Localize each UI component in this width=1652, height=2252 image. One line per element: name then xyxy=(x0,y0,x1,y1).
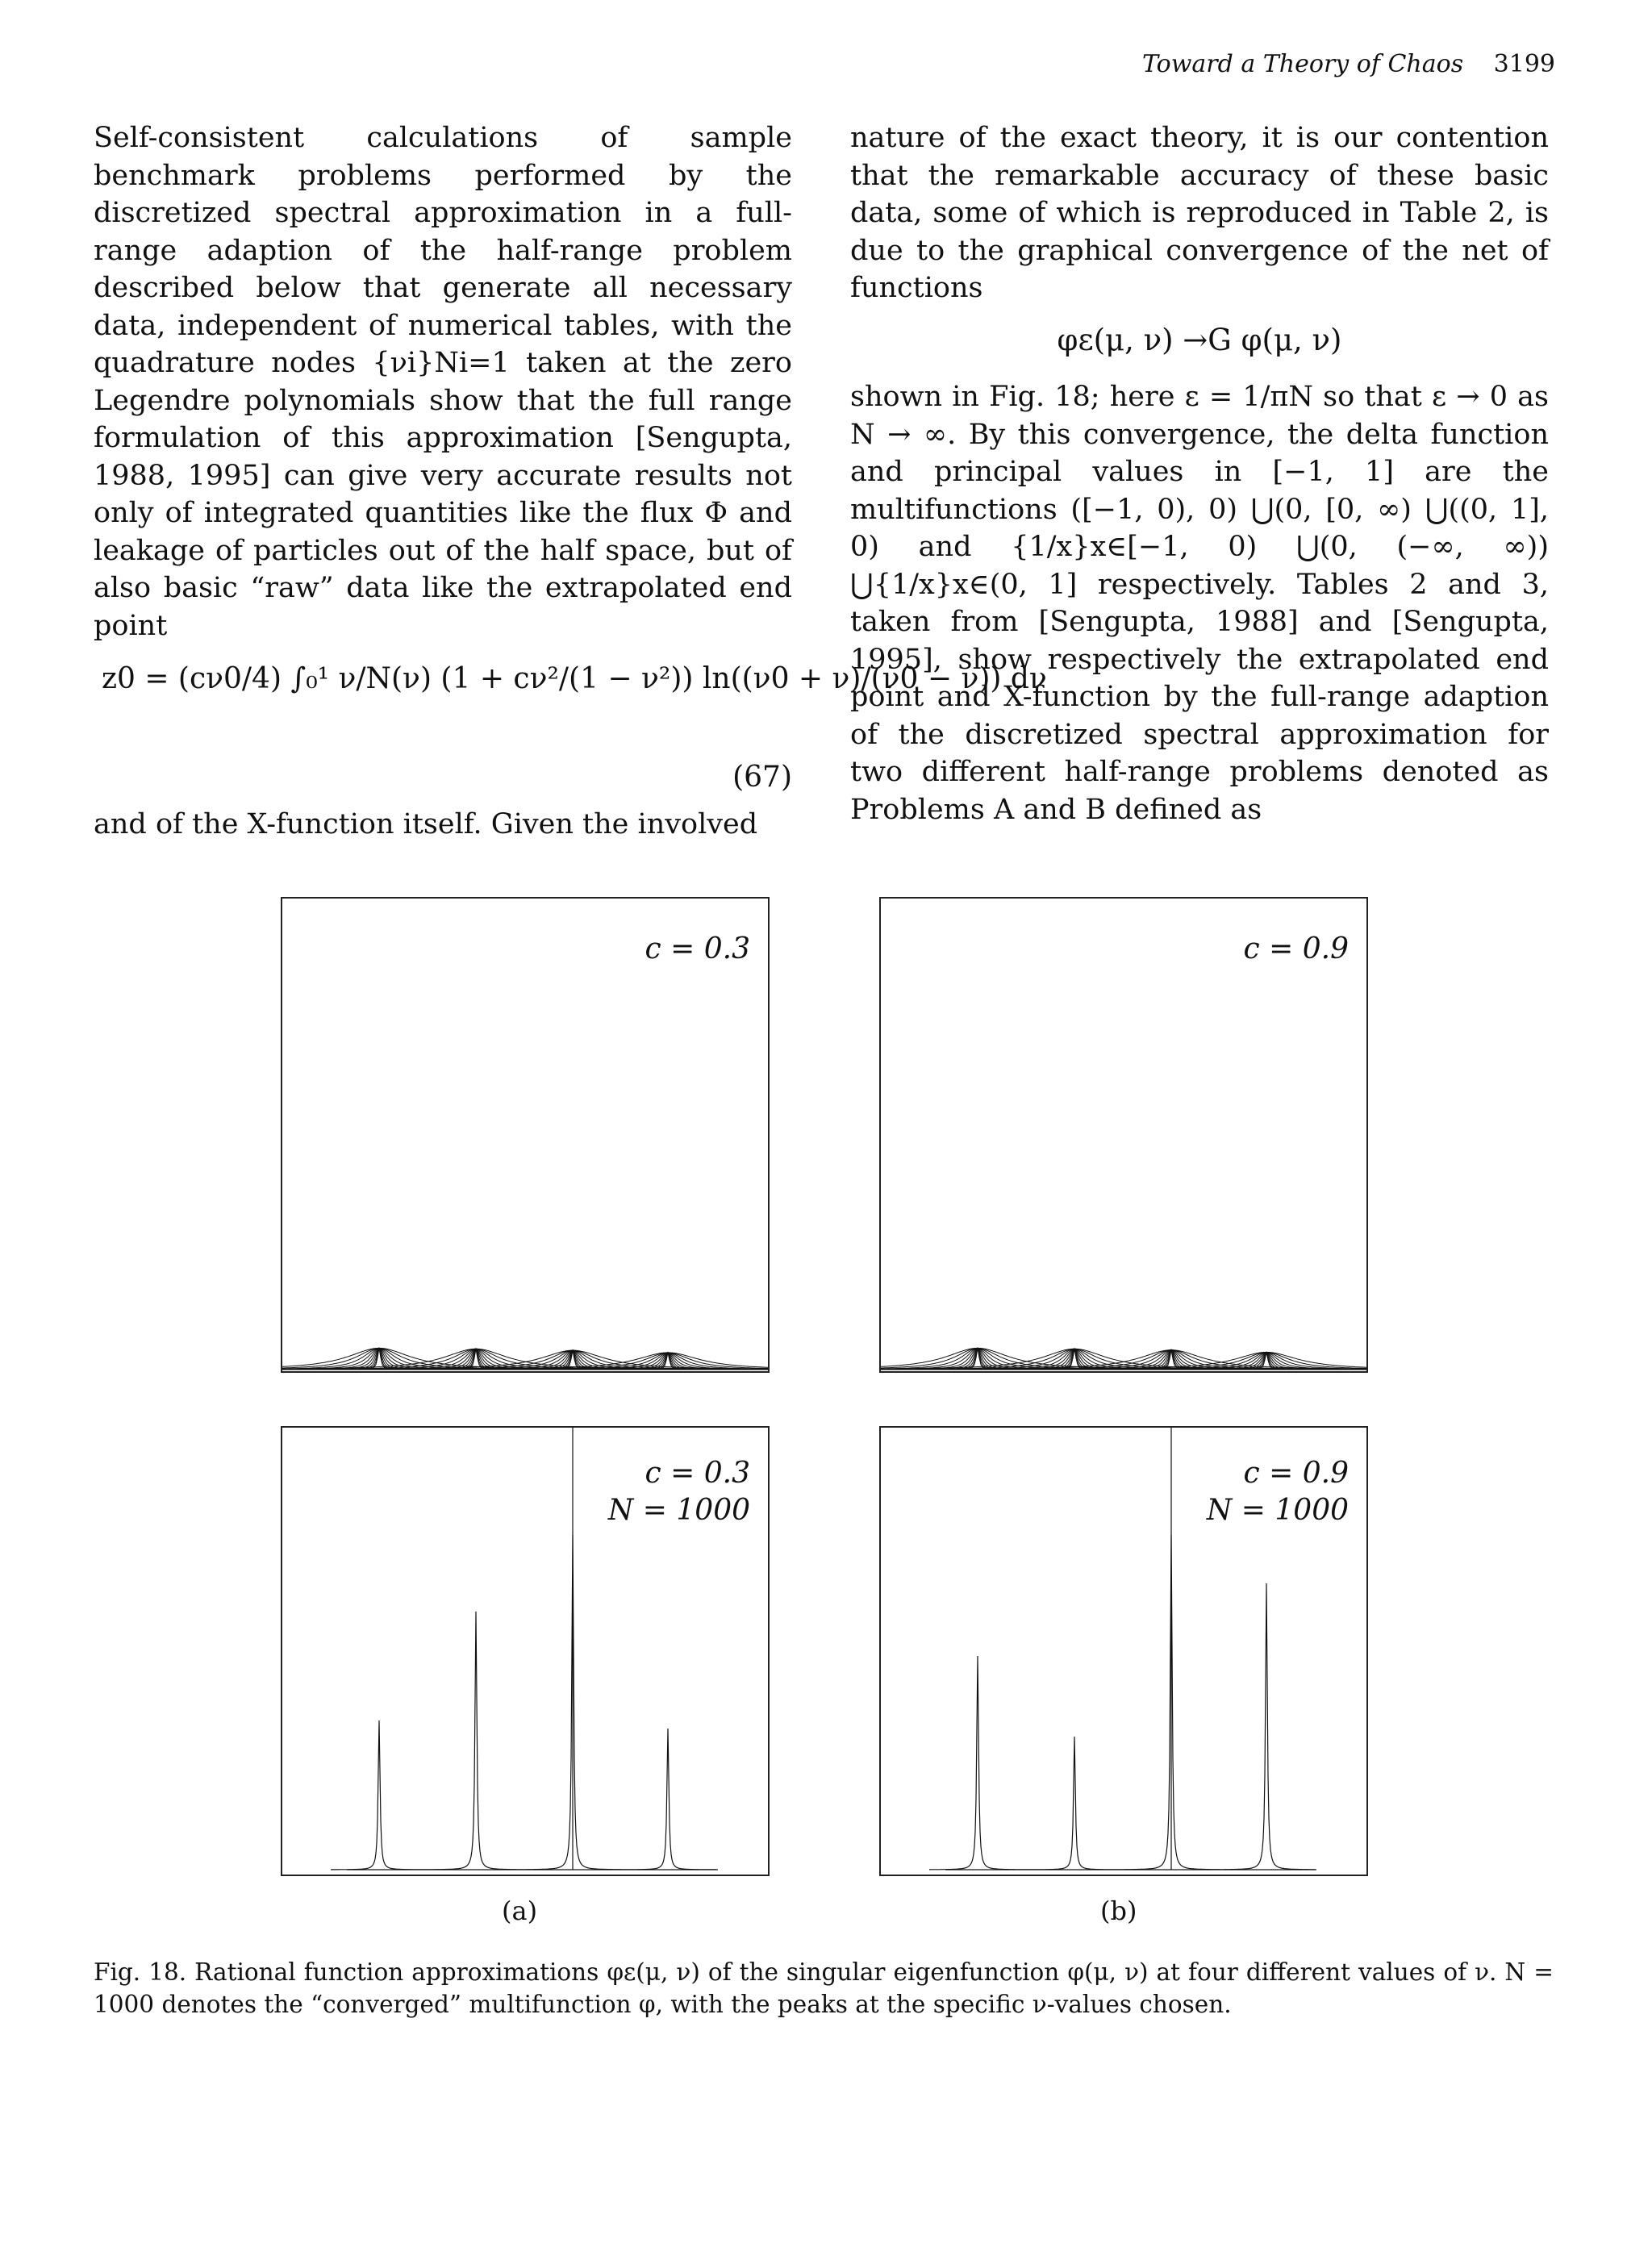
right-paragraph-2: shown in Fig. 18; here ε = 1/πN so that ε → 0 as N → ∞. By this convergence, the delta function and principal values in [−1, 1] are the multifunctions ([−1, 0), 0) ⋃(0, [0, ∞) ⋃((0, 1], 0) and {1/x}x∈[−1, 0) ⋃(0, (−∞, ∞)) ⋃{1/x}x∈(0, 1] respectively. Tables 2 and 3, taken from [Sengupta, 1988] and [Sengupta, 1995], show respectively the extrapolated end point and X-function by the full-range adaption of the discretized spectral approximation for two different half-range problems denoted as Problems A and B defined as xyxy=(850,381,1549,826)
running-title: Toward a Theory of Chaos xyxy=(1141,50,1464,78)
panel-a-top-curves xyxy=(282,899,768,1371)
panel-a-top-label-c: c = 0.3 xyxy=(645,932,750,965)
right-paragraph-1: nature of the exact theory, it is our contention that the remarkable accuracy of these basic data, some of which is reproduced in Table 2, is due to the graphical convergence of the net of functions xyxy=(850,122,1549,304)
panel-b-top-label-c: c = 0.9 xyxy=(1243,932,1349,965)
running-header xyxy=(1142,50,1555,78)
equation-67 xyxy=(94,644,1047,806)
figure-panel-a-bottom xyxy=(281,1426,770,1876)
equation-67-number: (67) xyxy=(732,761,792,794)
left-paragraph-1: Self-consistent calculations of sample benchmark problems performed by the discretized spectral approximation in a full-range adaption of the half-range problem described below that generate all necessary data, independent of numerical tables, with the quadrature nodes {νi}Ni=1 taken at the zero Legendre polynomials show that the full range formulation of this approximation [Sengupta, 1988, 1995] can give very accurate results not only of integrated quantities like the flux Φ and leakage of particles out of the half space, but of also basic “raw” data like the extrapolated end point xyxy=(94,122,792,642)
panel-b-top-curves xyxy=(881,899,1366,1371)
figure-caption: Fig. 18. Rational function approximations φε(μ, ν) of the singular eigenfunction φ(μ, ν) at four different values of ν. N = 1000 denotes the “converged” multifunction φ, with the peaks at the specific ν-values chosen. xyxy=(94,1958,1554,2018)
convergence-equation: φε(μ, ν) →G φ(μ, ν) xyxy=(1057,322,1342,357)
figure-panel-a-top xyxy=(281,897,770,1373)
subfigure-label-b: (b) xyxy=(1100,1895,1137,1926)
equation-67-body: z0 = (cν0/4) ∫₀¹ ν/N(ν) (1 + cν²/(1 − ν²)) ln((ν0 + ν)/(ν0 − ν)) dν xyxy=(102,662,1047,695)
page-number: 3199 xyxy=(1493,50,1555,78)
panel-a-bottom-spike-1 xyxy=(428,1612,524,1870)
panel-b-bottom-spike-1 xyxy=(1026,1737,1123,1870)
subfigure-label-a: (a) xyxy=(502,1895,538,1926)
left-paragraph-2: and of the X-function itself. Given the involved xyxy=(94,808,758,840)
panel-b-bottom-spike-3 xyxy=(1218,1583,1315,1870)
panel-a-bottom-label-n: N = 1000 xyxy=(607,1494,750,1527)
panel-a-bottom-label-c: c = 0.3 xyxy=(645,1457,750,1490)
panel-b-bottom-label-c: c = 0.9 xyxy=(1243,1457,1349,1490)
figure-panel-b-top xyxy=(879,897,1368,1373)
panel-b-bottom-spike-0 xyxy=(929,1656,1026,1870)
panel-a-bottom-spike-3 xyxy=(620,1729,716,1870)
right-column xyxy=(850,119,1549,828)
left-column xyxy=(94,119,1047,844)
figure-panel-b-bottom xyxy=(879,1426,1368,1876)
panel-b-bottom-label-n: N = 1000 xyxy=(1206,1494,1349,1527)
panel-a-bottom-spike-0 xyxy=(331,1720,428,1870)
